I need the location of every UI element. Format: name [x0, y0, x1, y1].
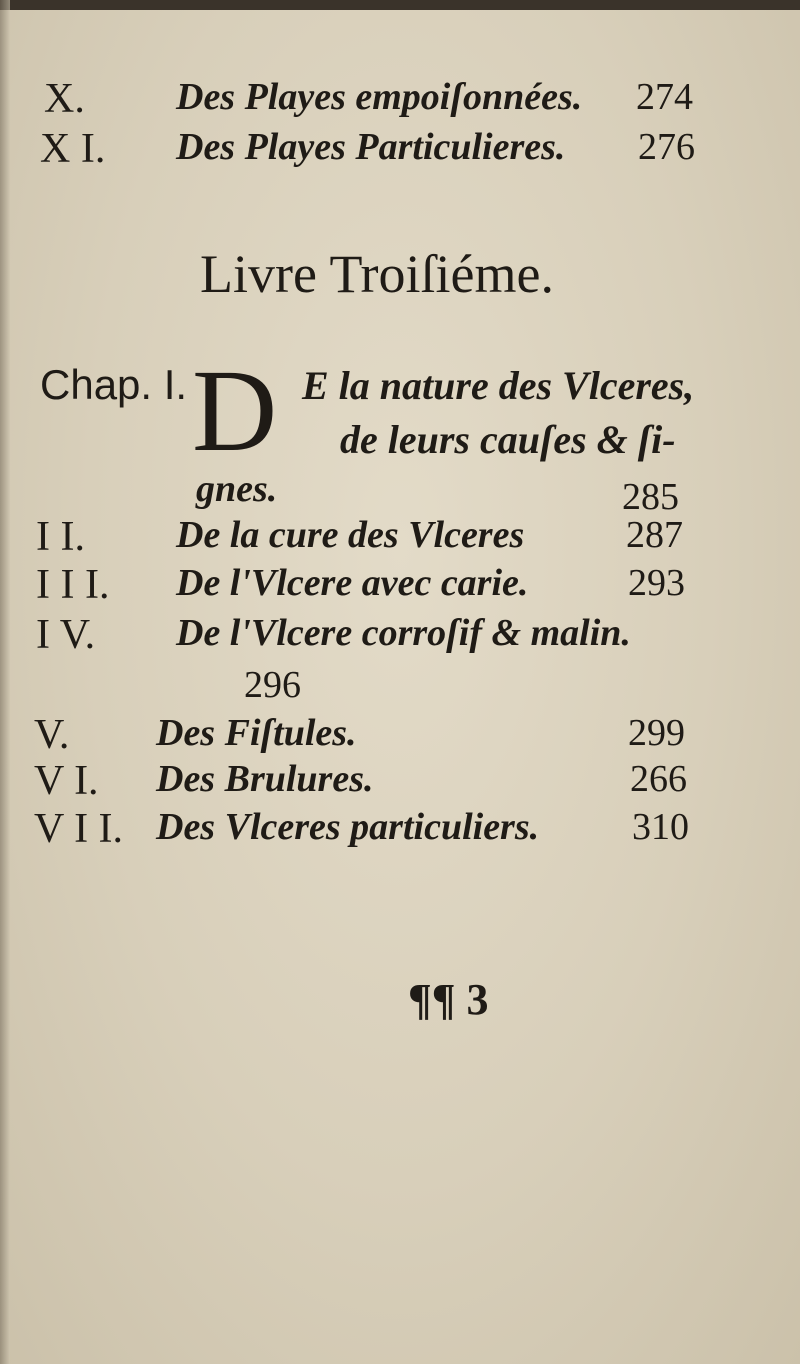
chapter-title: Des Fiſtules.	[156, 712, 357, 754]
chapter-title: Des Playes Particulieres.	[176, 126, 566, 168]
toc-entry	[0, 128, 800, 188]
chapter-number: V I.	[34, 758, 99, 804]
toc-entry	[0, 808, 800, 868]
chapter-number: I I.	[36, 514, 85, 560]
chapter-title: Des Vlceres particuliers.	[156, 806, 540, 848]
toc-entry	[0, 614, 800, 674]
page-number: 293	[628, 562, 685, 604]
chapter-number: I I I.	[36, 562, 110, 608]
chapter-title-line: de leurs cauſes & ſi-	[340, 417, 676, 462]
page-number: 285	[622, 476, 679, 518]
drop-cap: D	[192, 345, 278, 476]
page-number: 287	[626, 514, 683, 556]
chapter-number: I V.	[36, 612, 96, 658]
book-heading: Livre Troiſiéme.	[200, 244, 554, 304]
page-number: 310	[632, 806, 689, 848]
page-binding-edge	[0, 0, 10, 1364]
chapter-title: Des Brulures.	[156, 758, 374, 800]
page-number: 299	[628, 712, 685, 754]
page-number: 296	[244, 664, 301, 706]
chapter-title: De l'Vlcere corroſif & malin.	[176, 612, 631, 654]
page-number: 266	[630, 758, 687, 800]
signature-mark: ¶¶ 3	[408, 975, 489, 1024]
chapter-label: Chap. I.	[40, 361, 188, 408]
chapter-title: De la cure des Vlceres	[176, 514, 525, 556]
page-number: 276	[638, 126, 695, 168]
page-top-edge	[0, 0, 800, 10]
chapter-title: De l'Vlcere avec carie.	[176, 562, 529, 604]
chapter-number: X I.	[40, 126, 106, 172]
chapter-title-line: gnes.	[196, 468, 278, 510]
chapter-title-line: E la nature des Vlceres,	[302, 363, 695, 408]
chapter-title: Des Playes empoiſonnées.	[176, 76, 583, 118]
chapter-number: V I I.	[34, 806, 124, 852]
chapter-number: X.	[44, 76, 85, 122]
page-number: 274	[636, 76, 693, 118]
chapter-number: V.	[34, 712, 70, 758]
